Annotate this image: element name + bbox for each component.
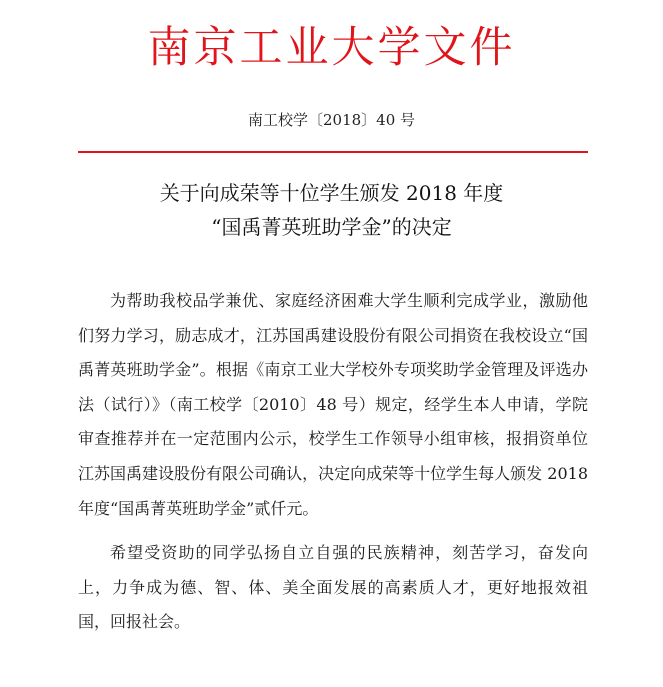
document-title-line-2: “国禹菁英班助学金”的决定 xyxy=(211,215,452,239)
document-header-title: 南京工业大学文件 xyxy=(147,23,516,73)
document-body xyxy=(78,284,588,640)
document-title xyxy=(0,176,663,244)
header-divider-rule xyxy=(78,151,588,153)
body-paragraph-1: 为帮助我校品学兼优、家庭经济困难大学生顺利完成学业，激励他们努力学习，励志成才，江苏国禹建设股份有限公司捐资在我校设立“国禹菁英班助学金”。根据《南京工业大学校外专项奖助学金管理及评选办法（试行）》（南工校学〔2010〕48 号）规定，经学生本人申请，学院审查推荐并在一定范围内公示，校学生工作领导小组审核，报捐资单位江苏国禹建设股份有限公司确认，决定向成荣等十位学生每人颁发 2018 年度“国禹菁英班助学金”贰仟元。 xyxy=(78,291,588,518)
body-paragraph-2: 希望受资助的同学弘扬自立自强的民族精神，刻苦学习，奋发向上，力争成为德、智、体、美全面发展的高素质人才，更好地报效祖国，回报社会。 xyxy=(78,543,588,632)
document-title-line-1: 关于向成荣等十位学生颁发 2018 年度 xyxy=(159,181,504,205)
document-number: 南工校学〔2018〕40 号 xyxy=(247,111,416,129)
